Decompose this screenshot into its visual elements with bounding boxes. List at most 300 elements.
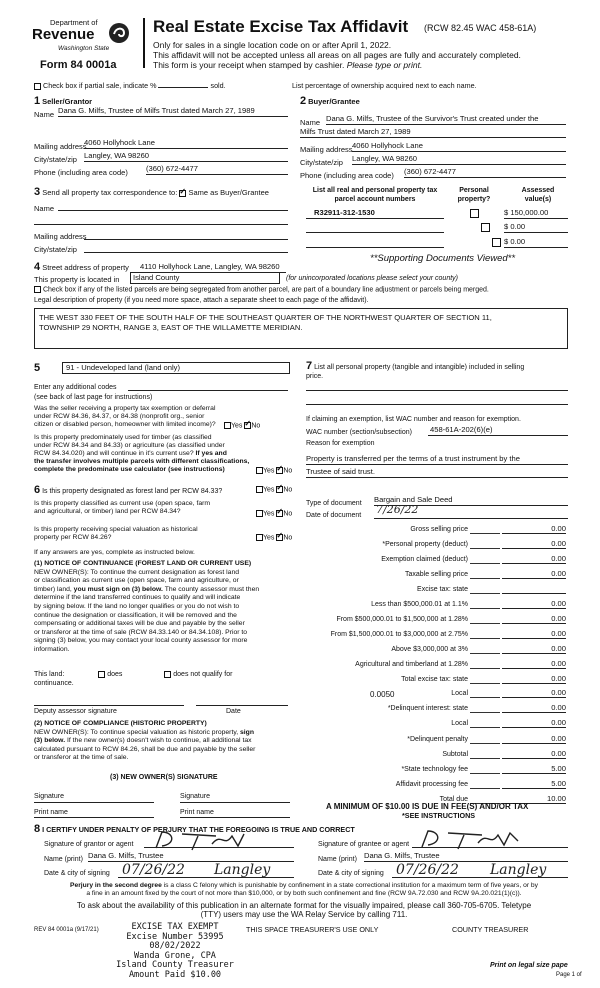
tax-line-value[interactable]: 0.00 <box>502 599 566 609</box>
section3-name-label: Name <box>34 204 55 213</box>
tax-line-row <box>306 524 568 539</box>
owner-print-label-2: Print name <box>180 809 214 816</box>
q-timber-line2: under RCW 84.34 and 84.33) or agriculture (as classified under <box>34 442 225 449</box>
grantee-date-value: 07/26/22 <box>396 862 459 878</box>
page-number: Page 1 of <box>556 972 582 978</box>
tax-line-value[interactable]: 0.00 <box>502 554 566 564</box>
tax-line-row <box>306 734 568 749</box>
buyer-heading-text: Buyer/Grantee <box>308 97 360 106</box>
county-treasurer-label: COUNTY TREASURER <box>452 925 529 934</box>
tax-line-rule <box>470 758 500 759</box>
notice-continuance-line: signing (3) below, you may contact your local county assessor for more <box>34 637 248 645</box>
agency-logo <box>32 16 130 64</box>
tax-line-rule <box>470 638 500 639</box>
tax-line-label: Taxable selling price <box>404 571 468 578</box>
tax-line-rule <box>470 788 500 789</box>
tax-line-value[interactable]: 0.00 <box>502 749 566 759</box>
header-line1: Only for sales in a single location code on or after April 1, 2022. <box>153 40 392 50</box>
tax-line-value[interactable]: 0.00 <box>502 539 566 549</box>
tax-line-label: Agricultural and timberland at 1.28% <box>355 661 468 668</box>
land-does-not-label: does not qualify for <box>173 671 233 678</box>
parcel-number-field[interactable] <box>306 237 444 248</box>
section4-number: 4 <box>34 261 41 273</box>
buyer-section-number: 2 <box>300 95 307 107</box>
grantor-signature-mark <box>152 828 272 852</box>
stamp-line: 08/02/2022 <box>149 941 201 952</box>
section3-label: Send all property tax correspondence to: <box>42 188 178 197</box>
notice-compliance-title: (2) NOTICE OF COMPLIANCE (HISTORIC PROPERTY) <box>34 720 207 727</box>
header-line3-a: This form is your receipt when stamped by cashier. <box>153 60 345 70</box>
personal-property-checkbox[interactable] <box>481 223 490 232</box>
notice-continuance-line: or classification as current use (open space, farm and agriculture, or <box>34 577 239 585</box>
tax-line-row <box>306 749 568 764</box>
agency-swirl-icon <box>108 22 130 44</box>
form-title: Real Estate Excise Tax Affidavit <box>153 17 409 36</box>
parcel-col1-line2: parcel account numbers <box>334 196 416 203</box>
tax-line-value[interactable]: 0.00 <box>502 734 566 744</box>
q-historic-no-checkbox[interactable] <box>276 534 283 541</box>
deputy-signature-field[interactable] <box>34 705 184 706</box>
deputy-date-field[interactable] <box>196 705 288 706</box>
county-select[interactable]: Island County <box>130 272 280 284</box>
tax-line-rule <box>470 653 500 654</box>
q-current-use <box>34 500 210 516</box>
legal-description-label: Legal description of property (if you need more space, attach a separate sheet to each page of the affidavit). <box>34 297 369 304</box>
personal-property-field-1[interactable] <box>306 390 568 391</box>
tax-line-value[interactable]: 10.00 <box>502 794 566 804</box>
notice-continuance-line: continue the designation or classification, it will be removed and the <box>34 611 237 619</box>
owner-signature-label-2: Signature <box>180 793 210 800</box>
tax-line-row <box>306 703 568 718</box>
tax-line-row <box>306 569 568 584</box>
q-current-use-answer <box>256 510 292 517</box>
owner-print-label-1: Print name <box>34 809 68 816</box>
assessed-value-field[interactable]: $ 150,000.00 <box>504 208 568 219</box>
wac-label: WAC number (section/subsection) <box>306 429 412 436</box>
partial-sale-checkbox[interactable] <box>34 83 41 90</box>
q-exemption-answer <box>224 422 260 429</box>
tax-line-value[interactable]: 0.00 <box>502 614 566 624</box>
form-statute: (RCW 82.45 WAC 458-61A) <box>424 23 537 33</box>
grantee-signature-mark <box>418 827 538 851</box>
doc-date-label: Date of document <box>306 512 362 519</box>
tax-line-label: Local <box>451 720 468 728</box>
notice-compliance-bold: (3) below. <box>34 737 66 745</box>
new-owner-signature-title: (3) NEW OWNER(S) SIGNATURE <box>110 774 218 781</box>
tax-line-value[interactable]: 0.00 <box>502 674 566 684</box>
same-as-buyer-label: Same as Buyer/Grantee <box>188 188 269 197</box>
tax-line-row <box>306 584 568 599</box>
tax-line-value[interactable]: 0.00 <box>502 703 566 713</box>
agency-line1: Department of <box>50 18 98 27</box>
tax-line-label: Affidavit processing fee <box>395 781 468 789</box>
parcel-col3-line1: Assessed <box>521 187 555 194</box>
notice-continuance-line: compensating or additional taxes will be due and payable by the seller <box>34 620 245 628</box>
grantee-name-field[interactable]: Dana G. Milfs, Trustee <box>364 851 568 862</box>
land-use-select[interactable]: 91 - Undeveloped land (land only) <box>62 362 290 374</box>
tax-line-row <box>306 644 568 659</box>
additional-codes-label: Enter any additional codes <box>34 384 117 391</box>
segregate-row <box>34 286 489 293</box>
tax-line-label: Exemption claimed (deduct) <box>381 556 468 563</box>
tax-line-label: Local <box>451 690 468 697</box>
personal-property-checkbox[interactable] <box>492 238 501 247</box>
perjury-notice <box>20 882 588 898</box>
section7-label-line1: List all personal property (tangible and intangible) included in selling <box>314 364 525 371</box>
land-qualify-row <box>34 670 232 688</box>
tax-line-label: Subtotal <box>442 750 468 758</box>
tax-line-label: Less than $500,000.01 at 1.1% <box>371 601 468 608</box>
county-label: This property is located in <box>34 275 120 284</box>
q-timber-no-checkbox[interactable] <box>276 467 283 474</box>
section5-number: 5 <box>34 362 41 374</box>
doc-type-field[interactable]: Bargain and Sale Deed <box>374 495 568 506</box>
q-historic <box>34 526 198 542</box>
county-note: (for unincorporated locations please select your county) <box>286 275 458 282</box>
tax-line-rule <box>470 668 500 669</box>
header-line3-b: Please type or print. <box>346 60 423 70</box>
alt-format-notice <box>20 901 588 919</box>
tax-line-label: *State technology fee <box>401 765 468 773</box>
reason-field-2[interactable]: Trustee of said trust. <box>306 467 568 478</box>
no-label: No <box>283 467 293 475</box>
minimum-due-notice: A MINIMUM OF $10.00 IS DUE IN FEE(S) AND/OR TAX <box>326 802 529 811</box>
seller-section-number: 1 <box>34 95 41 107</box>
q-timber-line1: Is this property predominately used for timber (as classified <box>34 434 212 441</box>
q-timber-line3: RCW 84.34.020) and will continue in it's current use? <box>34 450 194 457</box>
no-label: No <box>283 486 293 494</box>
parcel-number-field[interactable] <box>306 222 444 233</box>
stamp-line: Amount Paid $10.00 <box>128 969 222 980</box>
buyer-name-field-1[interactable]: Dana G. Milfs, Trustee of the Survivor's Trust created under the <box>326 114 566 125</box>
tax-line-value[interactable]: 0.00 <box>502 569 566 579</box>
buyer-address-field[interactable]: 4060 Hollyhock Lane <box>352 141 566 152</box>
grantee-signature-label: Signature of grantee or agent <box>318 841 410 848</box>
q-forest-yes-checkbox[interactable] <box>256 486 263 493</box>
no-label: No <box>283 534 293 542</box>
section3-city-label: City/state/zip <box>34 245 77 254</box>
q-exemption-line1: Was the seller receiving a property tax exemption or deferral <box>34 405 216 412</box>
tax-line-label: From $1,500,000.01 to $3,000,000 at 2.75% <box>330 631 468 638</box>
form-number: Form 84 0001a <box>40 59 117 71</box>
notice-continuance-line: determine if the land transferred continues to qualify and will indicate <box>34 594 241 602</box>
section7-number: 7 <box>306 360 313 372</box>
notice-continuance-line: information. <box>34 645 70 653</box>
deputy-signature-label: Deputy assessor signature <box>34 708 117 715</box>
no-label: No <box>251 422 261 430</box>
q-forest-answer <box>256 486 292 493</box>
tax-line-row <box>306 674 568 689</box>
buyer-name-field-2[interactable]: Milfs Trust dated March 27, 1989 <box>300 127 566 138</box>
partial-sale-label-b: sold. <box>210 81 226 90</box>
header-divider <box>143 18 145 68</box>
partial-sale-percent-field[interactable] <box>158 87 208 88</box>
tax-line-row <box>306 764 568 779</box>
yes-label: Yes <box>263 510 275 518</box>
parcel-col3-header <box>510 186 566 204</box>
grantor-date-label: Date & city of signing <box>44 870 110 877</box>
reason-label: Reason for exemption <box>306 440 375 447</box>
q-exemption-yes-checkbox[interactable] <box>224 422 231 429</box>
tax-line-rule <box>470 608 500 609</box>
yes-label: Yes <box>263 486 275 494</box>
q-current-use-line2: and agricultural, or timber) land per RCW 84.34? <box>34 508 181 515</box>
tax-line-rule <box>470 743 500 744</box>
notice-compliance <box>34 720 296 763</box>
tax-line-label: Above $3,000,000 at 3% <box>391 646 468 653</box>
tax-line-rule <box>470 683 500 684</box>
notice-continuance <box>34 560 296 655</box>
street-address-label: Street address of property <box>42 263 129 272</box>
seller-city-field[interactable]: Langley, WA 98260 <box>84 151 288 162</box>
street-address-field[interactable]: 4110 Hollyhock Lane, Langley, WA 98260 <box>140 262 286 273</box>
doc-date-field[interactable]: 7/26/22 <box>374 503 568 519</box>
grantee-name-label: Name (print) <box>318 856 357 863</box>
q-exemption-no-checkbox[interactable] <box>244 422 251 429</box>
parcel-number-field[interactable]: R32911-312-1530 <box>306 208 444 219</box>
tax-line-label: *Delinquent interest: state <box>387 705 468 713</box>
notice-continuance-line: by signing below. If the land no longer qualifies or you do not wish to <box>34 602 240 610</box>
q-timber-bold-a: If yes and <box>195 450 227 457</box>
grantee-date-label: Date & city of signing <box>318 870 384 877</box>
tax-line-value[interactable]: 0.00 <box>502 629 566 639</box>
seller-name-label: Name <box>34 110 55 119</box>
deputy-date-label: Date <box>226 708 241 715</box>
notice-compliance-bold: sign <box>240 728 254 736</box>
no-label: No <box>283 510 293 518</box>
legal-description-field[interactable] <box>34 308 568 349</box>
reason-field-1[interactable]: Property is transferred per the terms of a trust instrument by the <box>306 454 568 465</box>
land-does-checkbox[interactable] <box>98 671 105 678</box>
tax-line-value[interactable]: 5.00 <box>502 779 566 789</box>
treasurer-stamp <box>110 923 240 981</box>
yes-label: Yes <box>263 467 275 475</box>
section6-number: 6 <box>34 484 41 496</box>
buyer-address-label: Mailing address <box>300 145 353 154</box>
owner-print-field-2[interactable] <box>180 817 290 818</box>
q-timber <box>34 434 284 474</box>
tax-line-value[interactable] <box>502 584 566 594</box>
tax-calculation-block-2 <box>306 688 568 810</box>
tax-line-label: Gross selling price <box>410 526 468 533</box>
partial-sale-label: Check box if partial sale, indicate % <box>43 81 157 90</box>
notice-continuance-bold: you must sign on (3) below. <box>73 585 163 593</box>
legal-description-line1: THE WEST 330 FEET OF THE SOUTH HALF OF THE SOUTHEAST QUARTER OF THE NORTHWEST QUARTER OF SECTION 11, <box>39 313 492 322</box>
revision-label: REV 84 0001a (9/17/21) <box>34 927 99 933</box>
q-historic-yes-checkbox[interactable] <box>256 534 263 541</box>
stamp-line: Island County Treasurer <box>116 960 234 971</box>
q-current-use-yes-checkbox[interactable] <box>256 510 263 517</box>
personal-property-field-2[interactable] <box>306 404 568 405</box>
seller-phone-field[interactable]: (360) 672-4477 <box>146 164 288 175</box>
supporting-docs-stamp: **Supporting Documents Viewed** <box>370 253 516 264</box>
tax-line-label: Total due <box>439 796 468 804</box>
section7-label-line2: price. <box>306 373 324 380</box>
section3-mailing-field[interactable] <box>84 239 288 240</box>
tax-line-value[interactable]: 5.00 <box>502 764 566 774</box>
tax-line-rule <box>470 548 500 549</box>
grantor-name-label: Name (print) <box>44 856 83 863</box>
tax-line-label: Total excise tax: state <box>401 676 468 683</box>
buyer-city-field[interactable]: Langley, WA 98260 <box>352 154 566 165</box>
land-label: This land: <box>34 671 65 678</box>
header-line2: This affidavit will not be accepted unless all areas on all pages are fully and accurately completed. <box>153 50 521 60</box>
alt-format-line2: (TTY) users may use the WA Relay Service by calling 711. <box>200 910 408 919</box>
buyer-city-label: City/state/zip <box>300 158 343 167</box>
tax-line-rule <box>470 623 500 624</box>
parcel-col3-line2: value(s) <box>524 196 552 203</box>
grantor-name-field[interactable]: Dana G. Milfs, Trustee <box>88 851 294 862</box>
notice-compliance-line: calculated pursuant to RCW 84.26, shall be due and payable by the seller <box>34 745 256 753</box>
q-current-use-line1: Is this property classified as current use (open space, farm <box>34 500 211 507</box>
personal-property-checkbox[interactable] <box>470 209 479 218</box>
exemption-label: If claiming an exemption, list WAC number and reason for exemption. <box>306 416 521 423</box>
agency-line2: Revenue <box>32 26 95 43</box>
partial-sale-row <box>34 81 226 90</box>
land-does-not-checkbox[interactable] <box>164 671 171 678</box>
seller-phone-label: Phone (including area code) <box>34 168 128 177</box>
q-exemption-line3: citizen or disabled person, homeowner with limited income)? <box>34 421 216 428</box>
q-timber-bold-c: complete the predominate use calculator (see instructions) <box>34 466 225 473</box>
owner-print-field-1[interactable] <box>34 817 154 818</box>
seller-heading-text: Seller/Grantor <box>42 97 93 106</box>
owner-signature-label-1: Signature <box>34 793 64 800</box>
assessed-value-field[interactable]: $ 0.00 <box>504 237 568 248</box>
tax-line-rule <box>470 712 500 713</box>
ownership-label: List percentage of ownership acquired next to each name. <box>292 81 477 90</box>
q-forest-no-checkbox[interactable] <box>276 486 283 493</box>
parcel-col2-line1: Personal <box>459 187 489 194</box>
section3-mailing-label: Mailing address <box>34 232 87 241</box>
tax-line-row <box>306 659 568 674</box>
q-timber-answer <box>256 467 292 474</box>
tax-line-label: *Delinquent penalty <box>407 735 468 743</box>
tax-line-rule <box>470 697 500 698</box>
q-historic-line1: Is this property receiving special valuation as historical <box>34 526 198 533</box>
grantee-city-value: Langley <box>490 862 547 878</box>
tax-line-row <box>306 539 568 554</box>
parcel-col2-line2: property? <box>457 196 491 203</box>
tax-line-rule <box>470 578 500 579</box>
q-historic-line2: property per RCW 84.26? <box>34 534 112 541</box>
notice-compliance-line: If the new owner(s) doesn't wish to continue, all additional tax <box>66 737 252 745</box>
grantor-signature-label: Signature of grantor or agent <box>44 841 134 848</box>
tax-line-rule <box>470 773 500 774</box>
local-rate-value: 0.0050 <box>370 690 395 699</box>
alt-format-line1: To ask about the availability of this publication in an alternate format for the visually impaired, please call 360-705-6705. Teletype <box>76 901 532 910</box>
q-forest-label: Is this property designated as forest land per RCW 84.33? <box>42 488 223 495</box>
yes-label: Yes <box>263 534 275 542</box>
section3-city-field[interactable] <box>84 252 288 253</box>
parcel-col1-line1: List all real and personal property tax <box>312 187 438 194</box>
grantor-city-value: Langley <box>214 862 271 878</box>
seller-city-label: City/state/zip <box>34 155 77 164</box>
stamp-line: Excise Number 53995 <box>126 931 224 942</box>
q-timber-yes-checkbox[interactable] <box>256 467 263 474</box>
tax-line-row <box>306 599 568 614</box>
section3-name-field[interactable] <box>58 210 288 211</box>
tax-calculation-block <box>306 524 568 689</box>
notice-continuance-line: NEW OWNER(S): To continue the current designation as forest land <box>34 568 240 576</box>
owner-signature-field-2[interactable] <box>180 802 290 803</box>
agency-line3: Washington State <box>58 45 110 52</box>
section3-name-field-2[interactable] <box>34 224 288 225</box>
tax-line-value[interactable]: 0.00 <box>502 688 566 698</box>
certify-label: I CERTIFY UNDER PENALTY OF PERJURY THAT THE FOREGOING IS TRUE AND CORRECT <box>42 825 355 834</box>
buyer-heading <box>300 95 360 107</box>
tax-line-rule <box>470 563 500 564</box>
same-as-buyer-checkbox[interactable] <box>179 190 186 197</box>
q-exemption-line2: under RCW 84.36, 84.37, or 84.38 (nonprofit org., senior <box>34 413 205 420</box>
section3-number: 3 <box>34 186 41 198</box>
treasurer-use-label: THIS SPACE TREASURER'S USE ONLY <box>246 925 379 934</box>
stamp-line: Wanda Grone, CPA <box>134 950 216 961</box>
header-line3 <box>153 60 422 70</box>
section3-label-row <box>34 186 269 198</box>
grantor-date-value: 07/26/22 <box>122 862 185 878</box>
q-forest <box>34 484 222 496</box>
notice-compliance-line: or transferor at the time of sale. <box>34 754 129 762</box>
tax-line-row <box>306 629 568 644</box>
buyer-name-label: Name <box>300 118 321 127</box>
notice-continuance-line: or transferor at the time of sale (RCW 84.33.140 or 84.34.108). Prior to <box>34 628 248 636</box>
q-current-use-no-checkbox[interactable] <box>276 510 283 517</box>
notice-compliance-line: NEW OWNER(S): To continue special valuation as historic property, <box>34 728 239 736</box>
notice-continuance-line: The county assessor must then <box>164 585 260 593</box>
perjury-bold: Perjury in the second degree <box>70 882 162 889</box>
legal-size-note: Print on legal size pape <box>490 962 568 969</box>
owner-signature-field-1[interactable] <box>34 802 154 803</box>
legal-description-line2: TOWNSHIP 29 NORTH, RANGE 3, EAST OF THE WILLAMETTE MERIDIAN. <box>39 323 303 332</box>
q-historic-answer <box>256 534 292 541</box>
tax-line-rule <box>470 593 500 594</box>
perjury-line1: is a class C felony which is punishable by confinement in a state correctional institution for a maximum term of five years, or by <box>163 882 538 889</box>
additional-codes-field[interactable] <box>128 390 288 391</box>
tax-line-label: Excise tax: state <box>417 586 468 593</box>
buyer-phone-label: Phone (including area code) <box>300 171 394 180</box>
tax-line-row <box>306 554 568 569</box>
tax-line-value[interactable]: 0.00 <box>502 524 566 534</box>
stamp-title: EXCISE TAX EXEMPT <box>131 922 219 932</box>
tax-line-value[interactable]: 0.00 <box>502 659 566 669</box>
land-continuance-label: continuance. <box>34 680 74 687</box>
seller-name-field[interactable]: Dana G. Milfs, Trustee of Milfs Trust dated March 27, 1989 <box>58 106 288 117</box>
wac-field[interactable]: 458-61A-202(6)(e) <box>428 425 568 436</box>
tax-line-rule <box>470 727 500 728</box>
tax-line-row <box>306 718 568 733</box>
assessed-value-field[interactable]: $ 0.00 <box>504 222 568 233</box>
section7-label <box>306 362 568 381</box>
q-timber-bold-b: the transfer involves multiple parcels with different classifications, <box>34 458 250 465</box>
tax-line-value[interactable]: 0.00 <box>502 644 566 654</box>
seller-address-label: Mailing address <box>34 142 87 151</box>
tax-line-value[interactable]: 0.00 <box>502 718 566 728</box>
section4-street-row <box>34 261 129 273</box>
yes-label: Yes <box>231 422 243 430</box>
segregate-checkbox[interactable] <box>34 286 41 293</box>
tax-line-row <box>306 614 568 629</box>
see-instructions-label: *SEE INSTRUCTIONS <box>402 811 476 820</box>
additional-codes-note: (see back of last page for instructions) <box>34 394 153 401</box>
notice-continuance-title: (1) NOTICE OF CONTINUANCE (FOREST LAND OR CURRENT USE) <box>34 560 252 567</box>
tax-line-row <box>306 779 568 794</box>
segregate-label: Check box if any of the listed parcels are being segregated from another parcel, are part of a boundary line adjustment or parcels being merged. <box>42 286 489 294</box>
seller-address-field[interactable]: 4060 Hollyhock Lane <box>84 138 288 149</box>
tax-line-label: From $500,000.01 to $1,500,000 at 1.28% <box>336 616 468 623</box>
tax-line-row <box>306 688 568 703</box>
section6-instructions: If any answers are yes, complete as instructed below. <box>34 549 195 556</box>
buyer-phone-field[interactable]: (360) 672-4477 <box>404 167 566 178</box>
